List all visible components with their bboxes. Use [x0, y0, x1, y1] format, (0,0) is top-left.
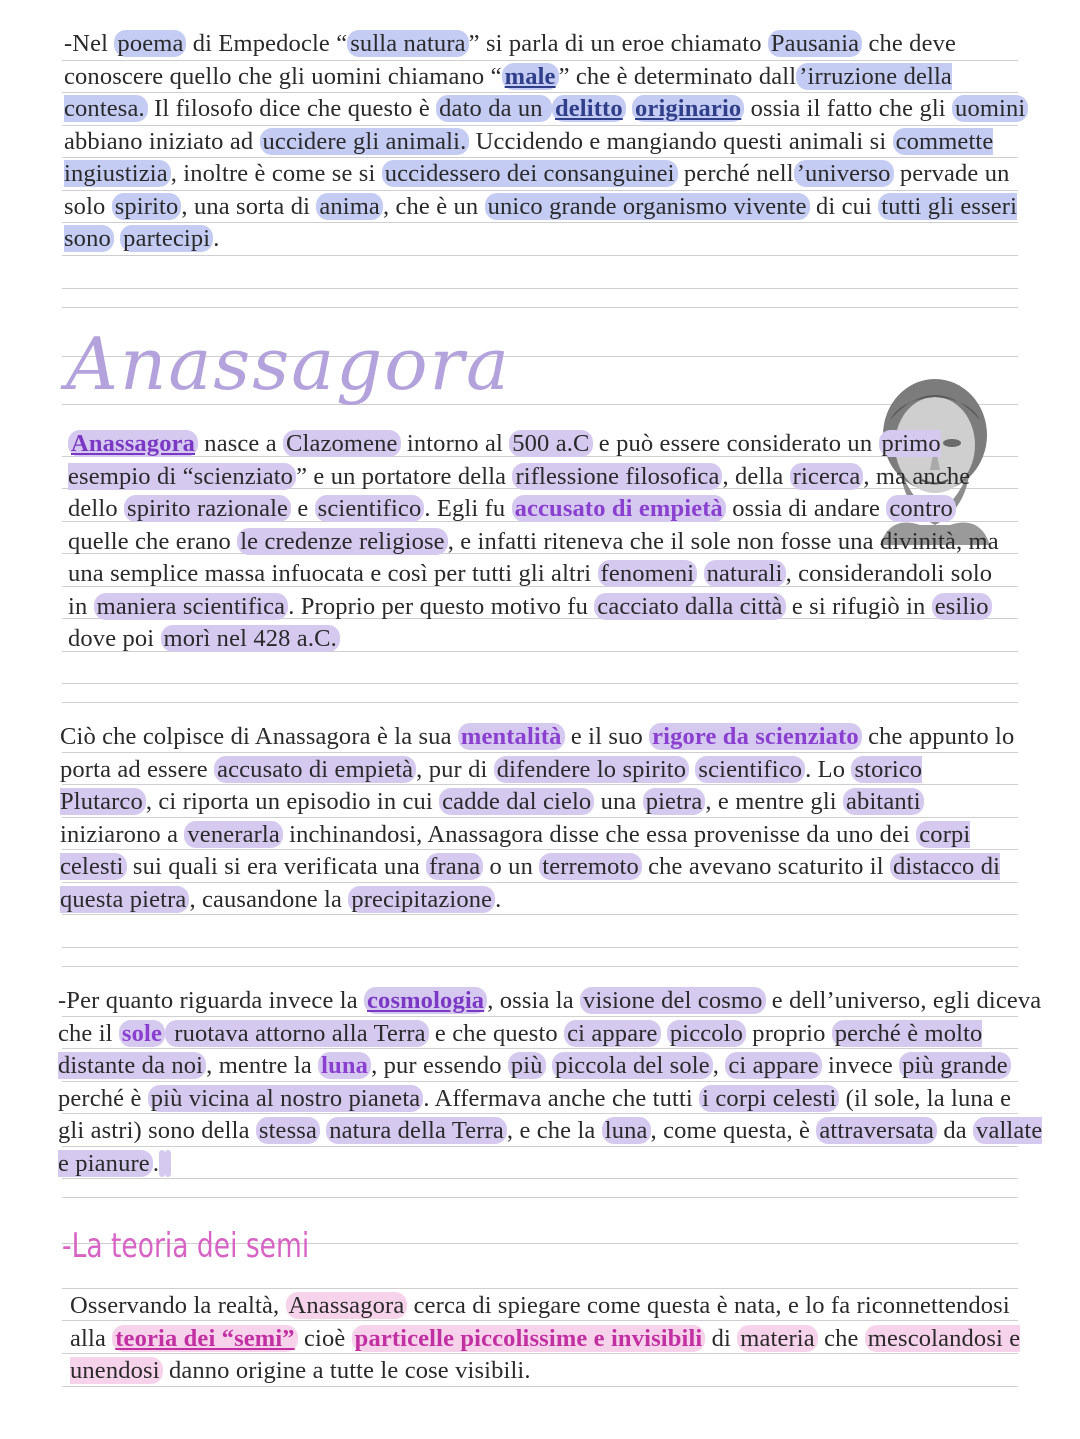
section-subtitle: -La teoria dei semi — [62, 1226, 310, 1266]
paragraph-anassagora-intro: Anassagora nasce a Clazomene intorno al 500 a.C e può essere considerato un primo esempio di “scienziato ” e un portatore della riflessione filosofica , della ricerca , ma anche dello spirito razionale e scientifico . Egli fu accusato di empietà ossia di andare contro quelle che erano le credenze religiose , e infatti riteneva che il sole non fosse una divinità, ma una semplice massa infuocata e così per tutti gli altri fenomeni naturali , considerandoli solo in maniera scientifica . Proprio per questo motivo fu cacciato dalla città e si rifugiò in esilio dove poi morì nel 428 a.C. — [68, 430, 999, 652]
paragraph-empedocle: -Nel poema di Empedocle “ sulla natura ” si parla di un eroe chiamato Pausania che deve conoscere quello che gli uomini chiamano “ male ” che è determinato dall ’irruzione della contesa. Il filosofo dice che questo è dato da un delitto originario ossia il fatto che gli uomini abbiano iniziato ad uccidere gli animali. Uccidendo e mangiando questi animali si commette ingiustizia , inoltre è come se si uccidessero dei consanguinei perché nell ’universo pervade un solo spirito , una sorta di anima , che è un unico grande organismo vivente di cui tutti gli esseri sono partecipi . — [64, 28, 1039, 256]
paragraph-cosmologia: -Per quanto riguarda invece la cosmologia , ossia la visione del cosmo e dell’universo, egli diceva che il sole ruotava attorno alla Terra e che questo ci appare piccolo proprio perché è molto distante da noi , mentre la luna , pur essendo più piccola del sole , ci appare invece più grande perché è più vicina al nostro pianeta . Affermava anche che tutti i corpi celesti (il sole, la luna e gli astri) sono della stessa natura della Terra , e che la luna , come questa, è attraversata da vallate e pianure . — [58, 987, 1043, 1177]
paragraph-mentalita: Ciò che colpisce di Anassagora è la sua mentalità e il suo rigore da scienziato che appunto lo porta ad essere accusato di empietà , pur di difendere lo spirito scientifico . Lo storico Plutarco , ci riporta un episodio in cui cadde dal cielo una pietra , e mentre gli abitanti iniziarono a venerarla inchinandosi, Anassagora disse che essa provenisse da uno dei corpi celesti sui quali si era verificata una frana o un terremoto che avevano scaturito il distacco di questa pietra , causandone la precipitazione . — [60, 723, 1015, 913]
paragraph-teoria-semi: Osservando la realtà, Anassagora cerca di spiegare come questa è nata, e lo fa riconnettendosi alla teoria dei “semi” cioè particelle piccolissime e invisibili di materia che mescolandosi e unendosi danno origine a tutte le cose visibili. — [70, 1292, 1021, 1384]
section-title: Anassagora — [66, 322, 511, 406]
